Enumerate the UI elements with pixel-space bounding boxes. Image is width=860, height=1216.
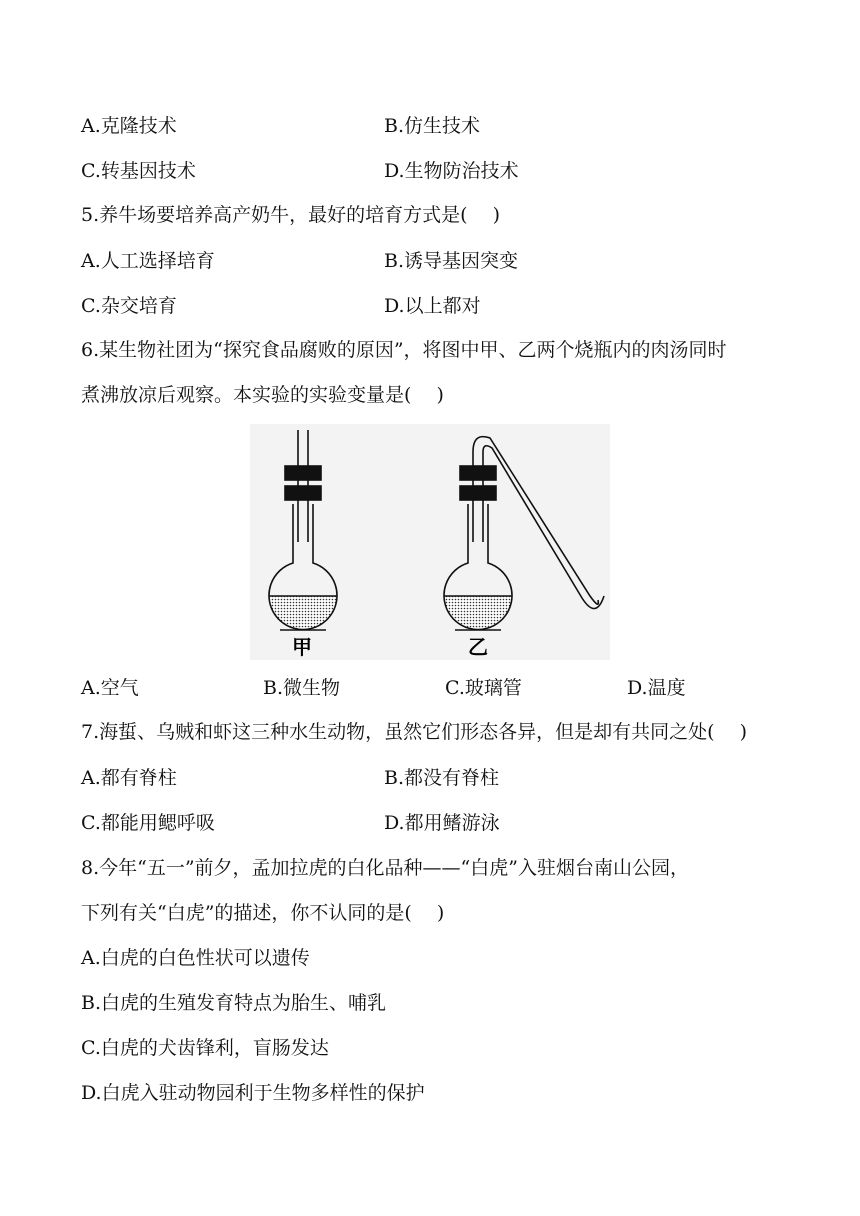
q6-option-b: B.微生物 — [263, 677, 341, 699]
q4-option-d: D.生物防治技术 — [384, 160, 519, 182]
q8-option-a: A.白虎的白色性状可以遗传 — [81, 947, 310, 969]
q6-option-d: D.温度 — [627, 677, 686, 699]
q8-option-c: C.白虎的犬齿锋利，盲肠发达 — [81, 1037, 329, 1059]
q8-option-d: D.白虎入驻动物园利于生物多样性的保护 — [81, 1082, 425, 1104]
flask-yi — [440, 437, 604, 636]
q4-option-b: B.仿生技术 — [384, 115, 481, 137]
q4-option-c: C.转基因技术 — [81, 160, 196, 182]
q7-option-b: B.都没有脊柱 — [384, 767, 500, 789]
q8-stem-line1: 8.今年“五一”前夕，孟加拉虎的白化品种——“白虎”入驻烟台南山公园， — [81, 857, 689, 879]
q5-option-a: A.人工选择培育 — [81, 250, 215, 272]
q4-option-a: A.克隆技术 — [81, 115, 177, 137]
flask-experiment-figure — [250, 424, 610, 660]
q8-stem-line2: 下列有关“白虎”的描述，你不认同的是( ) — [81, 902, 445, 924]
flask-label-jia: 甲 — [292, 635, 312, 659]
q7-option-c: C.都能用鳃呼吸 — [81, 812, 215, 834]
flask-label-yi: 乙 — [468, 635, 488, 659]
q7-option-a: A.都有脊柱 — [81, 767, 177, 789]
q6-option-c: C.玻璃管 — [445, 677, 522, 699]
flask-jia — [265, 430, 345, 636]
q5-stem: 5.养牛场要培养高产奶牛，最好的培育方式是( ) — [81, 204, 500, 226]
q5-option-b: B.诱导基因突变 — [384, 250, 519, 272]
q7-stem: 7.海蜇、乌贼和虾这三种水生动物，虽然它们形态各异，但是却有共同之处( ) — [81, 721, 747, 743]
q7-option-d: D.都用鳍游泳 — [384, 812, 500, 834]
q6-option-a: A.空气 — [81, 677, 139, 699]
q6-stem-line2: 煮沸放凉后观察。本实验的实验变量是( ) — [81, 384, 444, 406]
q5-option-c: C.杂交培育 — [81, 295, 177, 317]
q8-option-b: B.白虎的生殖发育特点为胎生、哺乳 — [81, 992, 387, 1014]
q5-option-d: D.以上都对 — [384, 295, 481, 317]
q6-stem-line1: 6.某生物社团为“探究食品腐败的原因”，将图中甲、乙两个烧瓶内的肉汤同时 — [81, 339, 727, 361]
